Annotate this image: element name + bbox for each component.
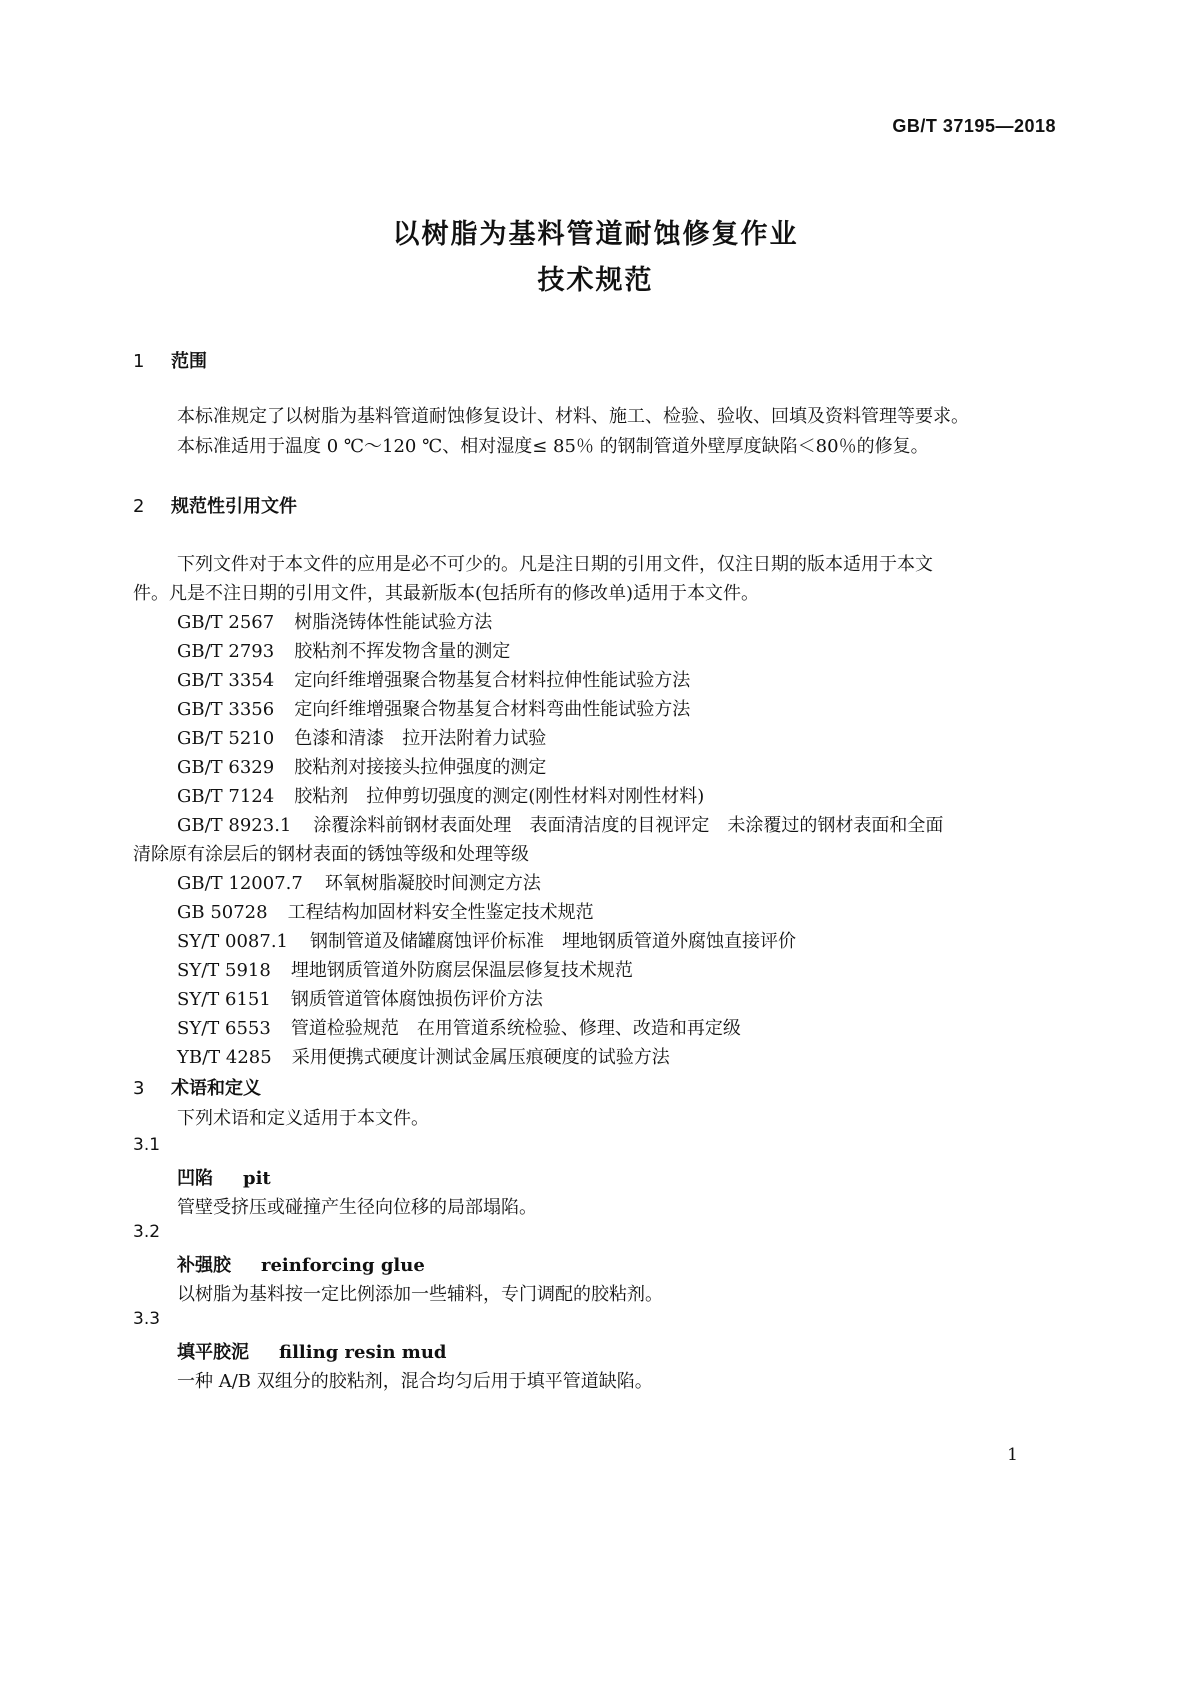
reference-item xyxy=(177,666,690,692)
reference-item xyxy=(177,956,633,982)
term-definition: 以树脂为基料按一定比例添加一些辅料，专门调配的胶粘剂。 xyxy=(177,1284,663,1305)
reference-item xyxy=(177,753,546,779)
reference-item xyxy=(177,898,594,924)
term-definition: 一种 A/B 双组分的胶粘剂，混合均匀后用于填平管道缺陷。 xyxy=(177,1371,653,1392)
paragraph: 下列术语和定义适用于本文件。 xyxy=(177,1108,429,1129)
reference-code: GB/T 8923.1 xyxy=(177,815,292,836)
reference-item xyxy=(177,1014,741,1040)
section-heading-normative-references xyxy=(133,492,297,518)
reference-code: YB/T 4285 xyxy=(177,1047,272,1068)
term-en: reinforcing glue xyxy=(261,1255,425,1276)
term-number: 3.3 xyxy=(133,1309,161,1329)
reference-item xyxy=(177,927,796,953)
reference-title: 胶粘剂对接接头拉伸强度的测定 xyxy=(294,757,547,778)
term-heading xyxy=(177,1251,425,1277)
reference-code: GB/T 3356 xyxy=(177,699,275,720)
reference-code: GB/T 7124 xyxy=(177,786,275,807)
term-definition: 管壁受挤压或碰撞产生径向位移的局部塌陷。 xyxy=(177,1197,537,1218)
term-en: filling resin mud xyxy=(279,1342,447,1363)
reference-item-continuation: 清除原有涂层后的钢材表面的锈蚀等级和处理等级 xyxy=(133,844,529,865)
term-en: pit xyxy=(243,1168,271,1189)
reference-title: 管道检验规范 在用管道系统检验、修理、改造和再定级 xyxy=(290,1018,741,1039)
section-title: 规范性引用文件 xyxy=(171,496,297,517)
reference-code: GB/T 3354 xyxy=(177,670,275,691)
section-number: 3 xyxy=(133,1078,145,1099)
paragraph-continuation: 件。凡是不注日期的引用文件，其最新版本(包括所有的修改单)适用于本文件。 xyxy=(133,583,760,604)
reference-code: GB/T 2793 xyxy=(177,641,275,662)
reference-code: GB/T 5210 xyxy=(177,728,275,749)
reference-code: SY/T 6151 xyxy=(177,989,271,1010)
reference-code: SY/T 5918 xyxy=(177,960,271,981)
reference-title: 埋地钢质管道外防腐层保温层修复技术规范 xyxy=(290,960,633,981)
paragraph: 下列文件对于本文件的应用是必不可少的。凡是注日期的引用文件，仅注日期的版本适用于本文 xyxy=(177,554,933,575)
reference-code: GB/T 2567 xyxy=(177,612,275,633)
reference-title: 胶粘剂 拉伸剪切强度的测定(刚性材料对刚性材料) xyxy=(294,786,705,807)
term-heading xyxy=(177,1338,447,1364)
reference-item xyxy=(177,782,704,808)
reference-item xyxy=(177,811,943,837)
document-subtitle: 技术规范 xyxy=(537,265,654,296)
reference-item xyxy=(177,608,492,634)
term-heading xyxy=(177,1164,271,1190)
reference-title: 涂覆涂料前钢材表面处理 表面清洁度的目视评定 未涂覆过的钢材表面和全面 xyxy=(313,815,944,836)
term-zh: 填平胶泥 xyxy=(177,1342,249,1363)
reference-title: 色漆和清漆 拉开法附着力试验 xyxy=(294,728,547,749)
section-number: 2 xyxy=(133,496,145,517)
reference-title: 胶粘剂不挥发物含量的测定 xyxy=(294,641,511,662)
reference-item xyxy=(177,1043,670,1069)
reference-title: 工程结构加固材料安全性鉴定技术规范 xyxy=(287,902,594,923)
section-heading-terms xyxy=(133,1074,261,1100)
standard-code: GB/T 37195—2018 xyxy=(892,116,1056,136)
paragraph: 本标准适用于温度 0 ℃～120 ℃、相对湿度≤ 85％ 的钢制管道外壁厚度缺陷＜80％的修复。 xyxy=(177,436,929,457)
reference-title: 树脂浇铸体性能试验方法 xyxy=(294,612,493,633)
section-number: 1 xyxy=(133,351,145,372)
reference-title: 环氧树脂凝胶时间测定方法 xyxy=(324,873,541,894)
reference-code: GB/T 6329 xyxy=(177,757,275,778)
reference-code: SY/T 6553 xyxy=(177,1018,271,1039)
reference-title: 定向纤维增强聚合物基复合材料弯曲性能试验方法 xyxy=(294,699,691,720)
page-number: 1 xyxy=(1007,1445,1018,1465)
reference-code: GB/T 12007.7 xyxy=(177,873,303,894)
section-heading-scope xyxy=(133,347,207,373)
document-title: 以树脂为基料管道耐蚀修复作业 xyxy=(392,219,799,250)
term-number: 3.1 xyxy=(133,1135,161,1155)
term-zh: 补强胶 xyxy=(177,1255,231,1276)
term-zh: 凹陷 xyxy=(177,1168,213,1189)
reference-item xyxy=(177,695,690,721)
reference-item xyxy=(177,869,541,895)
reference-title: 钢制管道及储罐腐蚀评价标准 埋地钢质管道外腐蚀直接评价 xyxy=(310,931,796,952)
paragraph: 本标准规定了以树脂为基料管道耐蚀修复设计、材料、施工、检验、验收、回填及资料管理等要求。 xyxy=(177,406,969,427)
reference-item xyxy=(177,637,510,663)
reference-item xyxy=(177,724,546,750)
reference-title: 钢质管道管体腐蚀损伤评价方法 xyxy=(290,989,543,1010)
term-number: 3.2 xyxy=(133,1222,161,1242)
reference-code: SY/T 0087.1 xyxy=(177,931,288,952)
reference-title: 采用便携式硬度计测试金属压痕硬度的试验方法 xyxy=(291,1047,670,1068)
reference-item xyxy=(177,985,543,1011)
reference-code: GB 50728 xyxy=(177,902,268,923)
section-title: 范围 xyxy=(171,351,207,372)
section-title: 术语和定义 xyxy=(171,1078,261,1099)
reference-title: 定向纤维增强聚合物基复合材料拉伸性能试验方法 xyxy=(294,670,691,691)
